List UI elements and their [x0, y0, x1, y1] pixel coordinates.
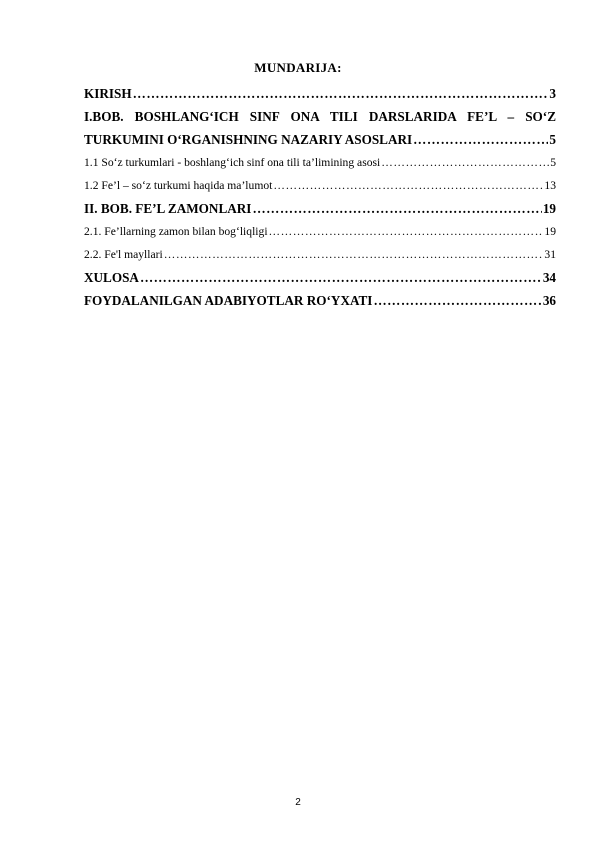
table-of-contents [84, 82, 556, 312]
toc-entry-page: 34 [542, 270, 556, 285]
toc-entry-section-2-2[interactable] [84, 243, 556, 266]
toc-entry-chapter-1-line-2[interactable] [84, 128, 556, 151]
dot-leader [381, 151, 549, 174]
dot-leader [413, 128, 548, 151]
toc-entry-chapter-1-line-1[interactable] [84, 105, 556, 128]
toc-entry-kirish[interactable] [84, 82, 556, 105]
toc-entry-page: 13 [544, 179, 556, 192]
toc-entry-page: 19 [542, 201, 556, 216]
toc-entry-label: 2.2. Fe'l mayllari [84, 248, 163, 261]
toc-entry-page: 5 [549, 132, 556, 147]
dot-leader [252, 197, 541, 220]
toc-entry-section-2-1[interactable] [84, 220, 556, 243]
toc-entry-label: I.BOB. BOSHLANG‘ICH SINF ONA TILI DARSLARIDA FE’L – SO‘Z [84, 109, 556, 124]
toc-entry-label: FOYDALANILGAN ADABIYOTLAR RO‘YXATI [84, 293, 373, 308]
toc-entry-label: XULOSA [84, 270, 139, 285]
toc-entry-label: KIRISH [84, 86, 132, 101]
toc-entry-label: II. BOB. FE’L ZAMONLARI [84, 201, 252, 216]
dot-leader [273, 174, 543, 197]
toc-entry-chapter-2[interactable] [84, 197, 556, 220]
dot-leader [269, 220, 544, 243]
toc-entry-label: 2.1. Fe’llarning zamon bilan bog‘liqligi [84, 225, 268, 238]
toc-entry-references[interactable] [84, 289, 556, 312]
toc-entry-page: 31 [544, 248, 556, 261]
toc-entry-page: 19 [544, 225, 556, 238]
toc-entry-section-1-2[interactable] [84, 174, 556, 197]
toc-entry-xulosa[interactable] [84, 266, 556, 289]
toc-entry-label: 1.1 So‘z turkumlari - boshlang‘ich sinf ona tili ta’limining asosi [84, 156, 381, 169]
toc-entry-label: 1.2 Fe’l – so‘z turkumi haqida ma’lumot [84, 179, 273, 192]
toc-entry-section-1-1[interactable] [84, 151, 556, 174]
toc-entry-page: 3 [549, 86, 556, 101]
toc-entry-page: 36 [542, 293, 556, 308]
toc-entry-page: 5 [550, 156, 556, 169]
dot-leader [140, 266, 542, 289]
dot-leader [133, 82, 549, 105]
dot-leader [373, 289, 541, 312]
page-number: 2 [295, 797, 301, 808]
toc-entry-label: TURKUMINI O‘RGANISHNING NAZARIY ASOSLARI [84, 132, 413, 147]
dot-leader [164, 243, 544, 266]
toc-title: MUNDARIJA: [254, 60, 342, 75]
